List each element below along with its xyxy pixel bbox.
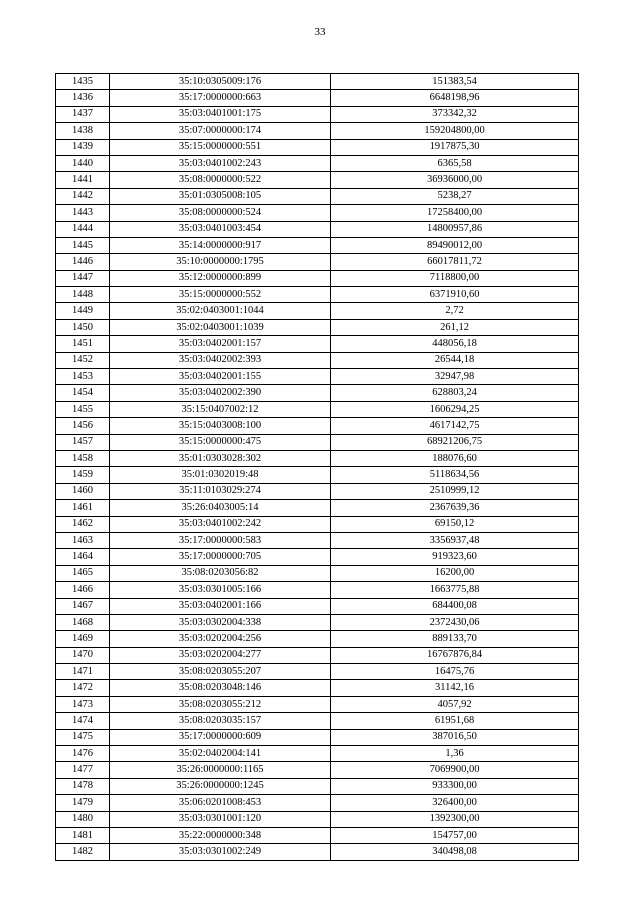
- cadastral-number-cell: 35:03:0402002:393: [110, 352, 331, 368]
- table-row: [56, 729, 579, 745]
- row-number-cell: 1480: [56, 811, 110, 827]
- cadastral-number-cell: 35:03:0302004:338: [110, 614, 331, 630]
- cadastral-number-cell: 35:02:0403001:1044: [110, 303, 331, 319]
- cadastral-number-cell: 35:11:0103029:274: [110, 483, 331, 499]
- cadastral-number-cell: 35:10:0305009:176: [110, 74, 331, 90]
- table-row: [56, 762, 579, 778]
- table-row: [56, 418, 579, 434]
- row-number-cell: 1479: [56, 795, 110, 811]
- cadastral-value-cell: 3356937,48: [331, 532, 579, 548]
- row-number-cell: 1467: [56, 598, 110, 614]
- table-row: [56, 647, 579, 663]
- cadastral-number-cell: 35:03:0301002:249: [110, 844, 331, 860]
- cadastral-value-cell: 4617142,75: [331, 418, 579, 434]
- cadastral-number-cell: 35:01:0303028:302: [110, 450, 331, 466]
- cadastral-number-cell: 35:03:0402001:157: [110, 336, 331, 352]
- cadastral-number-cell: 35:03:0402001:166: [110, 598, 331, 614]
- cadastral-number-cell: 35:07:0000000:174: [110, 123, 331, 139]
- cadastral-number-cell: 35:17:0000000:705: [110, 549, 331, 565]
- cadastral-number-cell: 35:14:0000000:917: [110, 237, 331, 253]
- cadastral-number-cell: 35:03:0301005:166: [110, 582, 331, 598]
- table-row: [56, 811, 579, 827]
- cadastral-number-cell: 35:02:0402004:141: [110, 746, 331, 762]
- cadastral-value-cell: 628803,24: [331, 385, 579, 401]
- cadastral-number-cell: 35:17:0000000:583: [110, 532, 331, 548]
- table-row: [56, 287, 579, 303]
- cadastral-value-cell: 373342,32: [331, 106, 579, 122]
- row-number-cell: 1482: [56, 844, 110, 860]
- table-row: [56, 270, 579, 286]
- cadastral-value-cell: 2372430,06: [331, 614, 579, 630]
- table-row: [56, 319, 579, 335]
- row-number-cell: 1437: [56, 106, 110, 122]
- table-row: [56, 90, 579, 106]
- cadastral-value-cell: 16200,00: [331, 565, 579, 581]
- table-row: [56, 336, 579, 352]
- cadastral-value-cell: 1606294,25: [331, 401, 579, 417]
- cadastral-number-cell: 35:10:0000000:1795: [110, 254, 331, 270]
- cadastral-value-cell: 89490012,00: [331, 237, 579, 253]
- cadastral-value-cell: 340498,08: [331, 844, 579, 860]
- cadastral-value-cell: 16475,76: [331, 664, 579, 680]
- table-row: [56, 778, 579, 794]
- cadastral-value-cell: 159204800,00: [331, 123, 579, 139]
- cadastral-value-cell: 1,36: [331, 746, 579, 762]
- row-number-cell: 1436: [56, 90, 110, 106]
- cadastral-value-cell: 7118800,00: [331, 270, 579, 286]
- cadastral-value-cell: 326400,00: [331, 795, 579, 811]
- row-number-cell: 1477: [56, 762, 110, 778]
- row-number-cell: 1465: [56, 565, 110, 581]
- cadastral-number-cell: 35:08:0203056:82: [110, 565, 331, 581]
- cadastral-value-cell: 7069900,00: [331, 762, 579, 778]
- row-number-cell: 1435: [56, 74, 110, 90]
- row-number-cell: 1462: [56, 516, 110, 532]
- cadastral-value-cell: 66017811,72: [331, 254, 579, 270]
- row-number-cell: 1446: [56, 254, 110, 270]
- cadastral-value-cell: 68921206,75: [331, 434, 579, 450]
- table-row: [56, 450, 579, 466]
- row-number-cell: 1466: [56, 582, 110, 598]
- cadastral-number-cell: 35:03:0402002:390: [110, 385, 331, 401]
- row-number-cell: 1454: [56, 385, 110, 401]
- table-row: [56, 582, 579, 598]
- table-row: [56, 434, 579, 450]
- table-row: [56, 254, 579, 270]
- row-number-cell: 1451: [56, 336, 110, 352]
- cadastral-value-cell: 32947,98: [331, 369, 579, 385]
- cadastral-value-cell: 6371910,60: [331, 287, 579, 303]
- cadastral-number-cell: 35:03:0202004:256: [110, 631, 331, 647]
- row-number-cell: 1481: [56, 827, 110, 843]
- cadastral-number-cell: 35:03:0301001:120: [110, 811, 331, 827]
- cadastral-number-cell: 35:03:0401002:242: [110, 516, 331, 532]
- table-row: [56, 500, 579, 516]
- table-row: [56, 827, 579, 843]
- cadastral-value-cell: 36936000,00: [331, 172, 579, 188]
- cadastral-value-cell: 6648198,96: [331, 90, 579, 106]
- table-row: [56, 221, 579, 237]
- cadastral-number-cell: 35:02:0403001:1039: [110, 319, 331, 335]
- table-row: [56, 352, 579, 368]
- table-row: [56, 106, 579, 122]
- cadastral-value-cell: 69150,12: [331, 516, 579, 532]
- table-row: [56, 139, 579, 155]
- cadastral-value-cell: 5238,27: [331, 188, 579, 204]
- cadastral-value-cell: 5118634,56: [331, 467, 579, 483]
- cadastral-number-cell: 35:08:0203055:212: [110, 696, 331, 712]
- cadastral-value-cell: 2510999,12: [331, 483, 579, 499]
- cadastral-value-table: [55, 73, 579, 861]
- row-number-cell: 1475: [56, 729, 110, 745]
- cadastral-value-cell: 919323,60: [331, 549, 579, 565]
- row-number-cell: 1476: [56, 746, 110, 762]
- table-row: [56, 123, 579, 139]
- table-row: [56, 467, 579, 483]
- table-row: [56, 746, 579, 762]
- row-number-cell: 1461: [56, 500, 110, 516]
- table-row: [56, 631, 579, 647]
- table-row: [56, 483, 579, 499]
- row-number-cell: 1463: [56, 532, 110, 548]
- cadastral-number-cell: 35:15:0403008:100: [110, 418, 331, 434]
- cadastral-number-cell: 35:08:0203035:157: [110, 713, 331, 729]
- table-row: [56, 664, 579, 680]
- row-number-cell: 1442: [56, 188, 110, 204]
- table-row: [56, 369, 579, 385]
- row-number-cell: 1453: [56, 369, 110, 385]
- cadastral-value-cell: 26544,18: [331, 352, 579, 368]
- cadastral-number-cell: 35:08:0000000:524: [110, 205, 331, 221]
- row-number-cell: 1459: [56, 467, 110, 483]
- cadastral-number-cell: 35:26:0000000:1245: [110, 778, 331, 794]
- row-number-cell: 1449: [56, 303, 110, 319]
- cadastral-number-cell: 35:01:0302019:48: [110, 467, 331, 483]
- cadastral-value-cell: 1392300,00: [331, 811, 579, 827]
- cadastral-number-cell: 35:12:0000000:899: [110, 270, 331, 286]
- table-row: [56, 532, 579, 548]
- table-row: [56, 795, 579, 811]
- row-number-cell: 1456: [56, 418, 110, 434]
- table-row: [56, 188, 579, 204]
- row-number-cell: 1474: [56, 713, 110, 729]
- cadastral-number-cell: 35:17:0000000:663: [110, 90, 331, 106]
- table-row: [56, 237, 579, 253]
- row-number-cell: 1471: [56, 664, 110, 680]
- table-row: [56, 401, 579, 417]
- row-number-cell: 1447: [56, 270, 110, 286]
- cadastral-value-cell: 684400,08: [331, 598, 579, 614]
- cadastral-value-cell: 889133,70: [331, 631, 579, 647]
- cadastral-number-cell: 35:15:0000000:475: [110, 434, 331, 450]
- cadastral-number-cell: 35:03:0401002:243: [110, 155, 331, 171]
- cadastral-value-cell: 261,12: [331, 319, 579, 335]
- cadastral-value-cell: 14800957,86: [331, 221, 579, 237]
- table-row: [56, 680, 579, 696]
- table-row: [56, 565, 579, 581]
- table-row: [56, 205, 579, 221]
- row-number-cell: 1469: [56, 631, 110, 647]
- cadastral-value-cell: 16767876,84: [331, 647, 579, 663]
- cadastral-value-cell: 61951,68: [331, 713, 579, 729]
- table-body: [56, 74, 579, 861]
- cadastral-number-cell: 35:08:0203055:207: [110, 664, 331, 680]
- cadastral-number-cell: 35:26:0403005:14: [110, 500, 331, 516]
- cadastral-number-cell: 35:03:0402001:155: [110, 369, 331, 385]
- cadastral-value-cell: 4057,92: [331, 696, 579, 712]
- cadastral-value-cell: 188076,60: [331, 450, 579, 466]
- cadastral-value-cell: 1663775,88: [331, 582, 579, 598]
- row-number-cell: 1458: [56, 450, 110, 466]
- cadastral-number-cell: 35:08:0203048:146: [110, 680, 331, 696]
- cadastral-number-cell: 35:17:0000000:609: [110, 729, 331, 745]
- cadastral-value-cell: 387016,50: [331, 729, 579, 745]
- table-row: [56, 303, 579, 319]
- table-row: [56, 172, 579, 188]
- row-number-cell: 1441: [56, 172, 110, 188]
- table-row: [56, 598, 579, 614]
- cadastral-value-cell: 933300,00: [331, 778, 579, 794]
- cadastral-value-cell: 1917875,30: [331, 139, 579, 155]
- cadastral-value-cell: 31142,16: [331, 680, 579, 696]
- cadastral-number-cell: 35:15:0000000:552: [110, 287, 331, 303]
- row-number-cell: 1450: [56, 319, 110, 335]
- cadastral-value-cell: 154757,00: [331, 827, 579, 843]
- cadastral-number-cell: 35:03:0202004:277: [110, 647, 331, 663]
- cadastral-value-cell: 151383,54: [331, 74, 579, 90]
- table-row: [56, 74, 579, 90]
- cadastral-value-cell: 2367639,36: [331, 500, 579, 516]
- row-number-cell: 1452: [56, 352, 110, 368]
- row-number-cell: 1470: [56, 647, 110, 663]
- cadastral-value-cell: 6365,58: [331, 155, 579, 171]
- cadastral-number-cell: 35:26:0000000:1165: [110, 762, 331, 778]
- cadastral-number-cell: 35:06:0201008:453: [110, 795, 331, 811]
- cadastral-number-cell: 35:22:0000000:348: [110, 827, 331, 843]
- table-row: [56, 549, 579, 565]
- row-number-cell: 1445: [56, 237, 110, 253]
- row-number-cell: 1457: [56, 434, 110, 450]
- table-row: [56, 516, 579, 532]
- cadastral-number-cell: 35:01:0305008:105: [110, 188, 331, 204]
- row-number-cell: 1438: [56, 123, 110, 139]
- row-number-cell: 1448: [56, 287, 110, 303]
- cadastral-value-cell: 448056,18: [331, 336, 579, 352]
- table-row: [56, 614, 579, 630]
- page-number: 33: [314, 26, 326, 38]
- cadastral-number-cell: 35:08:0000000:522: [110, 172, 331, 188]
- row-number-cell: 1460: [56, 483, 110, 499]
- table-row: [56, 155, 579, 171]
- cadastral-value-cell: 2,72: [331, 303, 579, 319]
- table-row: [56, 696, 579, 712]
- cadastral-number-cell: 35:03:0401001:175: [110, 106, 331, 122]
- table-row: [56, 385, 579, 401]
- row-number-cell: 1472: [56, 680, 110, 696]
- cadastral-number-cell: 35:15:0407002:12: [110, 401, 331, 417]
- row-number-cell: 1473: [56, 696, 110, 712]
- row-number-cell: 1439: [56, 139, 110, 155]
- row-number-cell: 1478: [56, 778, 110, 794]
- row-number-cell: 1444: [56, 221, 110, 237]
- row-number-cell: 1468: [56, 614, 110, 630]
- cadastral-number-cell: 35:03:0401003:454: [110, 221, 331, 237]
- row-number-cell: 1464: [56, 549, 110, 565]
- cadastral-value-cell: 17258400,00: [331, 205, 579, 221]
- row-number-cell: 1440: [56, 155, 110, 171]
- row-number-cell: 1443: [56, 205, 110, 221]
- row-number-cell: 1455: [56, 401, 110, 417]
- table-row: [56, 713, 579, 729]
- cadastral-number-cell: 35:15:0000000:551: [110, 139, 331, 155]
- table-row: [56, 844, 579, 860]
